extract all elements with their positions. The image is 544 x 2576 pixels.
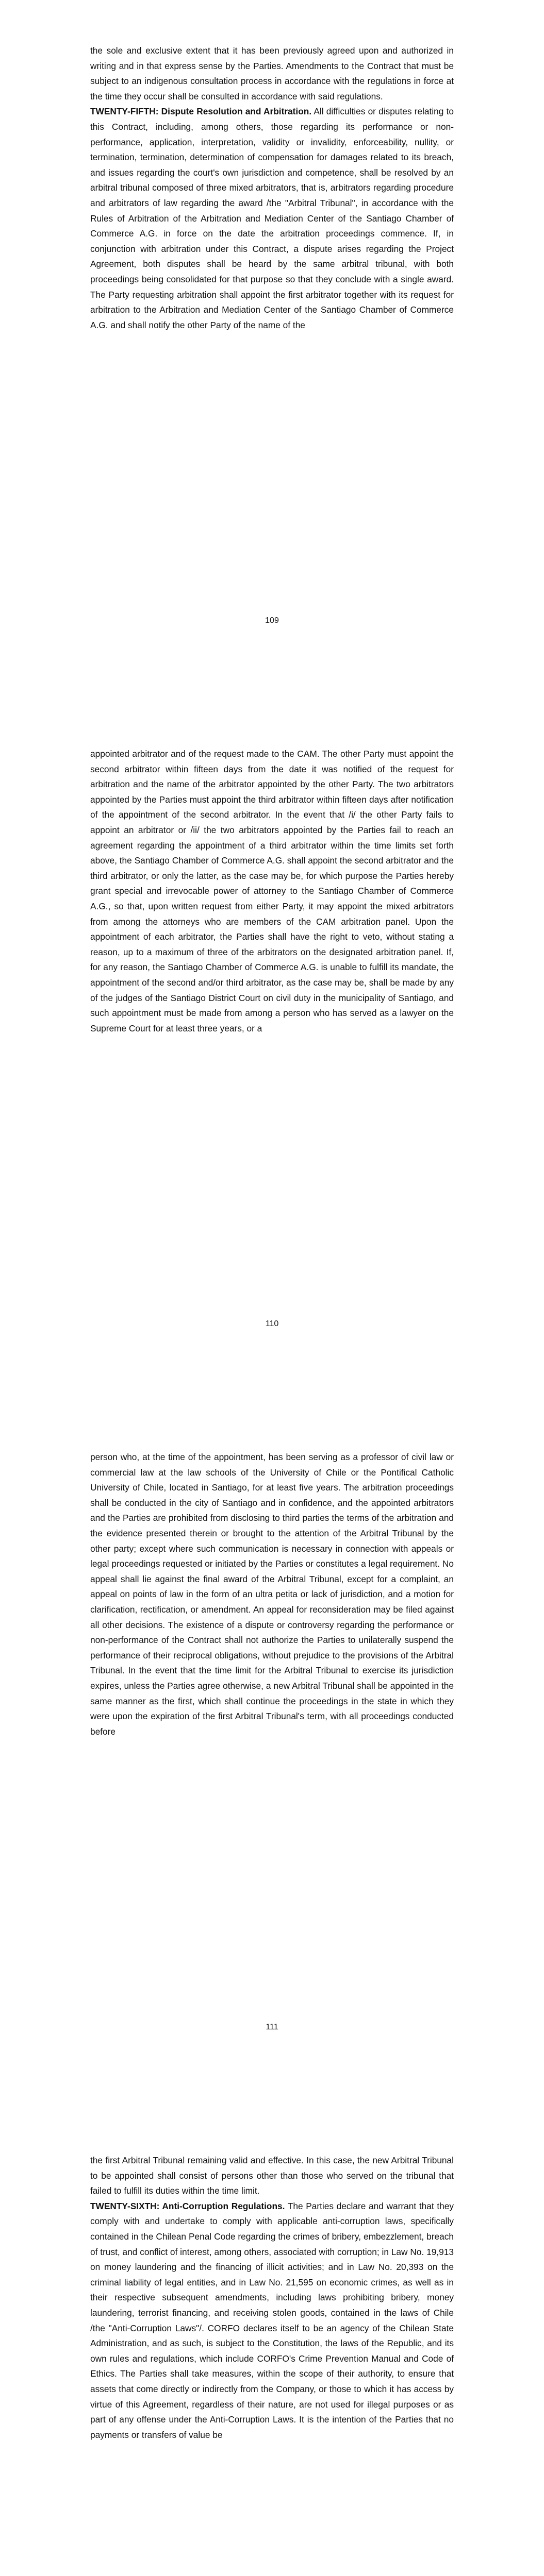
document-page-110 xyxy=(0,703,544,1406)
page-number: 110 xyxy=(265,1319,279,1328)
paragraph: appointed arbitrator and of the request made to the CAM. The other Party must appoint the second arbitrator within fifteen days from the date it was notified of the request for arbitration and the name of the arbitrator appointed by the other Party. The two arbitrators appointed by the Parties must appoint the third arbitrator within fifteen days after notification of the appointment of the second arbitrator. In the event that /i/ the other Party fails to appoint an arbitrator or /ii/ the two arbitrators appointed by the Parties fail to reach an agreement regarding the appointment of a third arbitrator within the time limits set forth above, the Santiago Chamber of Commerce A.G. shall appoint the second arbitrator and the third arbitrator, or only the latter, as the case may be, for which purpose the Parties hereby grant special and irrevocable power of attorney to the Santiago Chamber of Commerce A.G., so that, upon written request from either Party, it may appoint the mixed arbitrators from among the attorneys who are members of the CAM arbitration panel. Upon the appointment of each arbitrator, the Parties shall have the right to veto, without stating a reason, up to a maximum of three of the arbitrators on the designated arbitration panel. If, for any reason, the Santiago Chamber of Commerce A.G. is unable to fulfill its mandate, the appointment of the second and/or third arbitrator, as the case may be, shall be made by any of the judges of the Santiago District Court on civil duty in the municipality of Santiago, and such appointment must be made from among a person who has served as a lawyer on the Supreme Court for at least three years, or a xyxy=(90,749,454,1033)
page-number: 109 xyxy=(265,616,279,625)
document-page-112 xyxy=(0,2110,544,2576)
section-heading: TWENTY-FIFTH: Dispute Resolution and Arbitration. xyxy=(90,106,312,117)
page-body xyxy=(90,43,454,333)
paragraph: All difficulties or disputes relating to this Contract, including, among others, those regarding its performance or non-performance, application, interpretation, validity or invalidity, enforceability, nullity, or termination, termination, determination of compensation for damages related to its breach, and issues regarding the court's own jurisdiction and competence, shall be resolved by an arbitral tribunal composed of three mixed arbitrators, that is, arbitrators regarding procedure and arbitrators of law regarding the award /the "Arbitral Tribunal", in accordance with the Rules of Arbitration of the Arbitration and Mediation Center of the Santiago Chamber of Commerce A.G. in force on the date the arbitration proceedings commence. If, in conjunction with arbitration under this Contract, a dispute arises regarding the Project Agreement, both disputes shall be heard by the same arbitral tribunal, with both proceedings being consolidated for that purpose so that they conclude with a single award. The Party requesting arbitration shall appoint the first arbitrator together with its request for arbitration to the Arbitration and Mediation Center of the Santiago Chamber of Commerce A.G. and shall notify the other Party of the name of the xyxy=(90,106,454,330)
paragraph: person who, at the time of the appointment, has been serving as a professor of civil law or commercial law at the law schools of the University of Chile or the Pontifical Catholic University of Chile, located in Santiago, for at least five years. The arbitration proceedings shall be conducted in the city of Santiago and in confidence, and the appointed arbitrators and the Parties are prohibited from disclosing to third parties the terms of the arbitration and the evidence presented therein or brought to the attention of the Arbitral Tribunal by the other party; except where such communication is necessary in connection with appeals or legal proceedings requested or initiated by the Parties or constitutes a legal requirement. No appeal shall lie against the final award of the Arbitral Tribunal, except for a complaint, an appeal on points of law in the form of an ultra petita or lack of jurisdiction, and a motion for clarification, rectification, or amendment. An appeal for reconsideration may be filed against all other decisions. The existence of a dispute or controversy regarding the performance or non-performance of the Contract shall not authorize the Parties to unilaterally suspend the performance of their reciprocal obligations, without prejudice to the provisions of the Arbitral Tribunal. In the event that the time limit for the Arbitral Tribunal to exercise its jurisdiction expires, unless the Parties agree otherwise, a new Arbitral Tribunal shall be appointed in the same manner as the first, which shall continue the proceedings in the state in which they were upon the expiration of the first Arbitral Tribunal's term, with all proceedings conducted before xyxy=(90,1452,454,1737)
paragraph: the sole and exclusive extent that it has been previously agreed upon and authorized in writing and in that express sense by the Parties. Amendments to the Contract that must be subject to an indigenous consultation process in accordance with the regulations in force at the time they occur shall be consulted in accordance with said regulations. xyxy=(90,45,454,101)
paragraph: The Parties declare and warrant that they comply with and undertake to comply with applicable anti-corruption laws, specifically contained in the Chilean Penal Code regarding the crimes of bribery, embezzlement, breach of trust, and conflict of interest, among others, associated with corruption; in Law No. 19,913 on money laundering and the financing of illicit activities; and in Law No. 20,393 on the criminal liability of legal entities, and in Law No. 21,595 on economic crimes, as well as in their respective subsequent amendments, including laws prohibiting bribery, money laundering, terrorist financing, and receiving stolen goods, contained in the laws of Chile /the "Anti-Corruption Laws"/. CORFO declares itself to be an agency of the Chilean State Administration, and as such, is subject to the Constitution, the laws of the Republic, and its own rules and regulations, which include CORFO's Crime Prevention Manual and Code of Ethics. The Parties shall take measures, within the scope of their authority, to ensure that assets that come directly or indirectly from the Company, or those to which it has access by virtue of this Agreement, regardless of their nature, are not used for illegal purposes or as part of any offense under the Anti-Corruption Laws. It is the intention of the Parties that no payments or transfers of value be xyxy=(90,2200,454,2440)
page-body xyxy=(90,747,454,1036)
document-page-109 xyxy=(0,0,544,703)
page-number: 111 xyxy=(266,2023,278,2031)
paragraph: the first Arbitral Tribunal remaining valid and effective. In this case, the new Arbitral Tribunal to be appointed shall consist of persons other than those who served on the tribunal that failed to fulfill its duties within the time limit. xyxy=(90,2155,454,2196)
section-heading: TWENTY-SIXTH: Anti-Corruption Regulations. xyxy=(90,2200,285,2211)
page-body xyxy=(90,2153,454,2443)
page-body xyxy=(90,1450,454,1739)
document-page-111 xyxy=(0,1406,544,2110)
